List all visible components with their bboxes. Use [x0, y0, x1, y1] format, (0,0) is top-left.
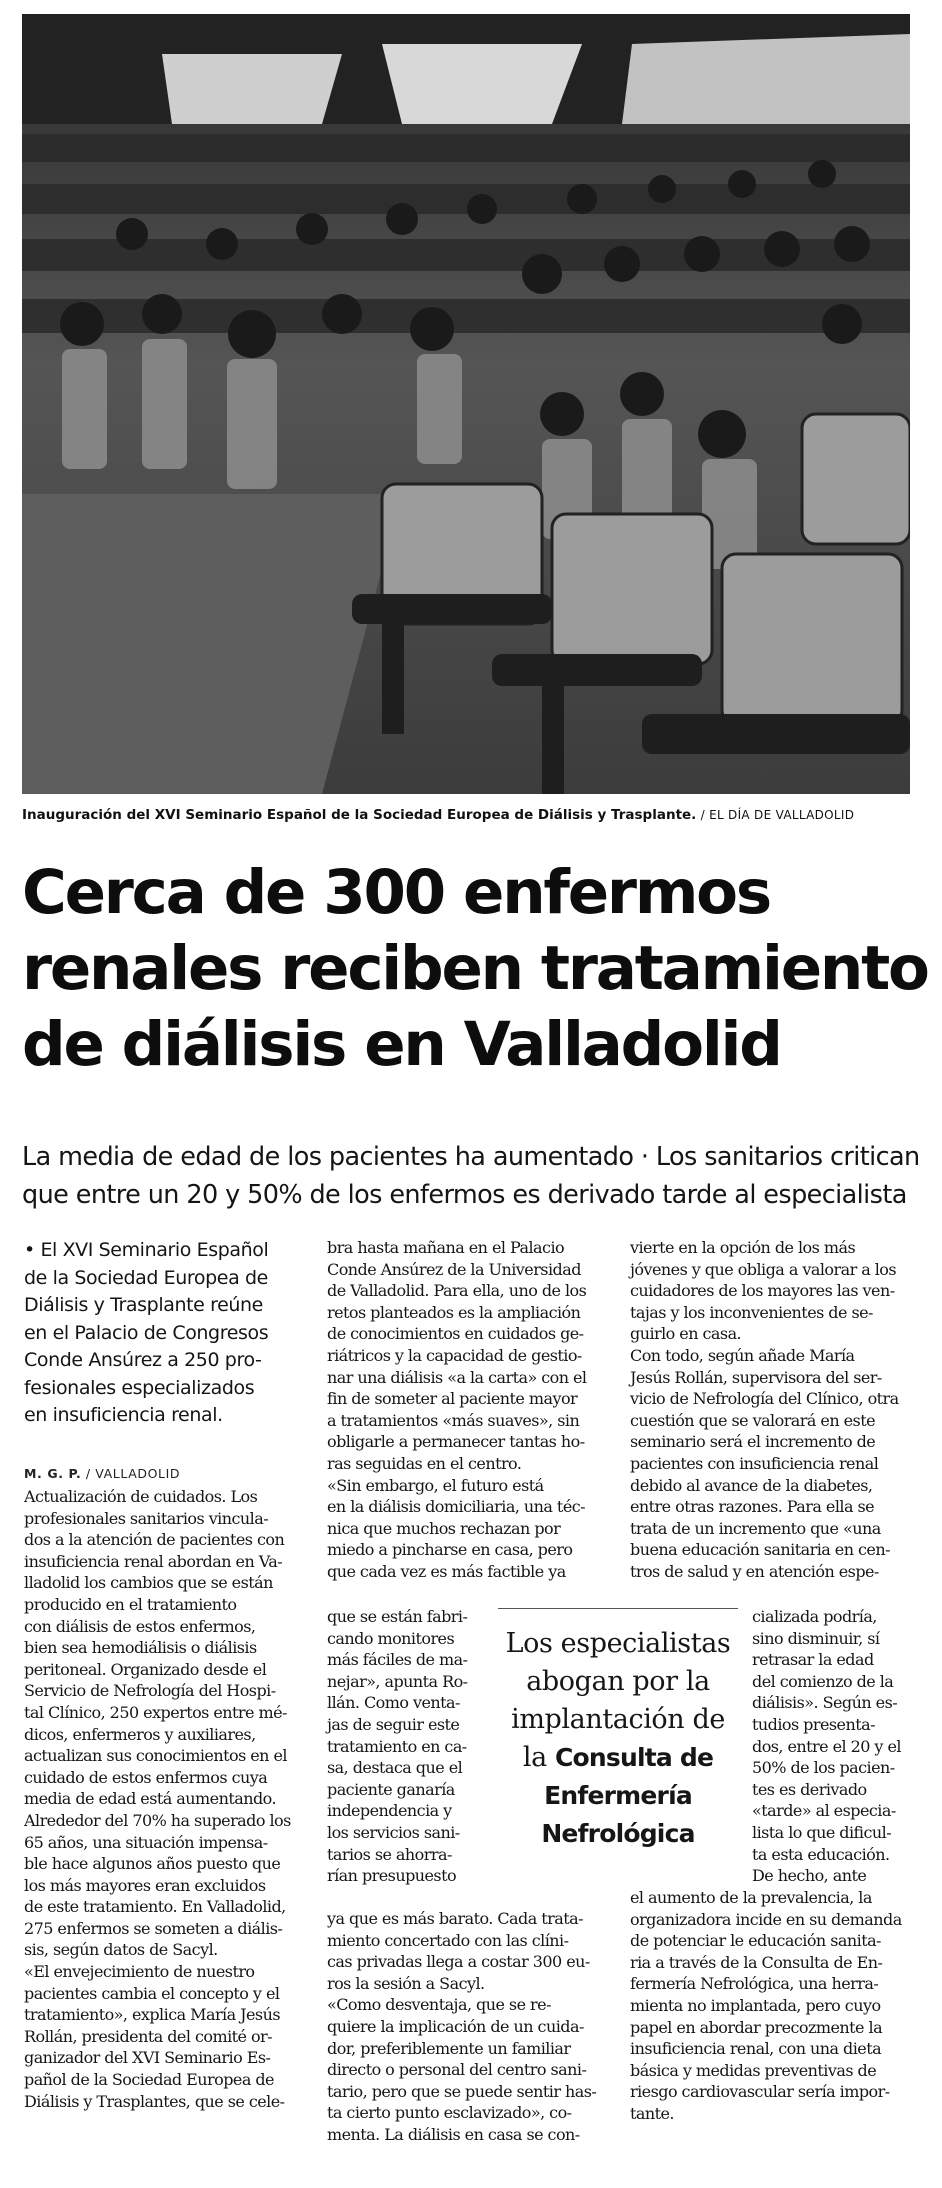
byline-place: / VALLADOLID	[85, 1466, 181, 1481]
text-line: tratamiento en ca-	[327, 1736, 467, 1756]
text-line: pacientes cambia el concepto y el	[24, 1983, 280, 2003]
text-line: ras seguidas en el centro.	[327, 1453, 522, 1473]
text-line: dicos, enfermeros y auxiliares,	[24, 1724, 256, 1744]
text-line: fin de someter al paciente mayor	[327, 1389, 578, 1409]
text-line: vicio de Nefrología del Clínico, otra	[630, 1389, 899, 1409]
summary-line: fesionales especializados	[24, 1376, 255, 1399]
text-line: debido al avance de la diabetes,	[630, 1475, 873, 1495]
text-line: «Sin embargo, el futuro está	[327, 1475, 544, 1495]
text-line: tarios se ahorra-	[327, 1844, 452, 1864]
text-line: insuficiencia renal abordan en Va-	[24, 1551, 283, 1571]
text-line: dos a la atención de pacientes con	[24, 1530, 285, 1550]
text-line: a tratamientos «más suaves», sin	[327, 1410, 580, 1430]
headline	[22, 855, 928, 1083]
summary-line: Conde Ansúrez a 250 pro-	[24, 1349, 262, 1371]
summary-line: • El XVI Seminario Español	[24, 1239, 269, 1261]
text-line: bien sea hemodiálisis o diálisis	[24, 1638, 257, 1658]
text-line: jas de seguir este	[327, 1714, 460, 1734]
body-column-3-bottom	[630, 1887, 922, 2125]
text-line: con diálisis de estos enfermos,	[24, 1616, 256, 1636]
text-line: pacientes con insuficiencia renal	[630, 1453, 879, 1473]
text-line: papel en abordar precozmente la	[630, 2017, 883, 2037]
pull-quote-bold: Consulta de	[554, 1743, 714, 1772]
body-column-2-bottom	[327, 1908, 619, 2146]
text-line: producido en el tratamiento	[24, 1594, 237, 1614]
text-line: ble hace algunos años puesto que	[24, 1854, 281, 1874]
text-line: de potenciar le educación sanita-	[630, 1931, 881, 1951]
text-line: tante.	[630, 2103, 674, 2123]
text-line: sis, según datos de Sacyl.	[24, 1940, 218, 1960]
text-line: el aumento de la prevalencia, la	[630, 1888, 872, 1907]
photo-credit: / EL DÍA DE VALLADOLID	[700, 808, 855, 822]
text-line: obligarle a permanecer tantas ho-	[327, 1432, 585, 1452]
text-line: insuficiencia renal, con una dieta	[630, 2039, 882, 2059]
text-line: «tarde» al especia-	[752, 1801, 896, 1821]
text-line: fermería Nefrológica, una herra-	[630, 1974, 879, 1994]
body-column-3	[630, 1237, 922, 1583]
body-column-2-narrow	[327, 1606, 497, 1887]
text-line: ganizador del XVI Seminario Es-	[24, 2048, 271, 2068]
text-line: cas privadas llega a costar 300 eu-	[327, 1952, 590, 1972]
subtitle-line: La media de edad de los pacientes ha aumentado · Los sanitarios critican	[22, 1142, 920, 1172]
text-line: riesgo cardiovascular sería impor-	[630, 2082, 890, 2102]
pull-quote-line-mixed	[498, 1739, 738, 1777]
text-line: tal Clínico, 250 expertos entre mé-	[24, 1702, 287, 1722]
text-line: 65 años, una situación impensa-	[24, 1832, 268, 1852]
text-line: Servicio de Nefrología del Hospi-	[24, 1681, 276, 1701]
text-line: que cada vez es más factible ya	[327, 1561, 566, 1581]
body-column-2	[327, 1237, 619, 1583]
text-line: sino disminuir, sí	[752, 1628, 880, 1648]
text-line: ta cierto punto esclavizado», co-	[327, 2103, 572, 2123]
text-line: jóvenes y que obliga a valorar a los	[630, 1259, 897, 1279]
pull-quote-bold: Nefrológica	[541, 1819, 695, 1848]
text-line: retos planteados es la ampliación	[327, 1302, 581, 1322]
text-line: ros la sesión a Sacyl.	[327, 1973, 485, 1993]
text-line: bra hasta mañana en el Palacio	[327, 1238, 565, 1257]
body-column-3-narrow	[752, 1606, 922, 1887]
text-line: seminario será el incremento de	[630, 1432, 876, 1452]
text-line: 50% de los pacien-	[752, 1758, 895, 1778]
text-line: buena educación sanitaria en cen-	[630, 1540, 890, 1560]
text-line: riátricos y la capacidad de gestio-	[327, 1345, 582, 1365]
text-line: diálisis». Según es-	[752, 1693, 898, 1713]
text-line: mienta no implantada, pero cuyo	[630, 1995, 881, 2015]
text-line: peritoneal. Organizado desde el	[24, 1659, 267, 1679]
text-line: Diálisis y Trasplantes, que se cele-	[24, 2091, 285, 2111]
text-line: nar una diálisis «a la carta» con el	[327, 1367, 587, 1387]
headline-line: renales reciben tratamiento	[22, 933, 928, 1004]
photo-caption	[22, 807, 922, 823]
text-line: 275 enfermos se someten a diális-	[24, 1918, 283, 1938]
text-line: de conocimientos en cuidados ge-	[327, 1324, 584, 1344]
text-line: Alrededor del 70% ha superado los	[24, 1810, 291, 1830]
text-line: trata de un incremento que «una	[630, 1518, 881, 1538]
text-line: tudios presenta-	[752, 1714, 875, 1734]
text-line: Jesús Rollán, supervisora del ser-	[630, 1367, 882, 1387]
text-line: dos, entre el 20 y el	[752, 1736, 901, 1756]
text-line: más fáciles de ma-	[327, 1650, 468, 1670]
text-line: cuidadores de los mayores las ven-	[630, 1281, 895, 1301]
text-line: retrasar la edad	[752, 1650, 874, 1670]
subtitle-line: que entre un 20 y 50% de los enfermos es derivado tarde al especialista	[22, 1180, 907, 1210]
summary-line: Diálisis y Trasplante reúne	[24, 1294, 263, 1316]
pull-quote-line: Los especialistas	[505, 1628, 731, 1659]
text-line: tros de salud y en atención espe-	[630, 1561, 879, 1581]
text-line: Rollán, presidenta del comité or-	[24, 2026, 273, 2046]
text-line: llán. Como venta-	[327, 1693, 460, 1713]
auditorium-photo	[22, 14, 910, 794]
caption-text: Inauguración del XVI Seminario Español de la Sociedad Europea de Diálisis y Trasplante.	[22, 807, 697, 823]
text-line: entre otras razones. Para ella se	[630, 1497, 875, 1517]
text-line: cando monitores	[327, 1628, 455, 1648]
text-line: nejar», apunta Ro-	[327, 1671, 468, 1691]
text-line: pañol de la Sociedad Europea de	[24, 2070, 274, 2090]
text-line: vierte en la opción de los más	[630, 1238, 856, 1257]
text-line: tario, pero que se puede sentir has-	[327, 2081, 597, 2101]
headline-line: de diálisis en Valladolid	[22, 1009, 781, 1080]
subtitle	[22, 1138, 922, 1214]
text-line: sa, destaca que el	[327, 1758, 463, 1778]
text-line: Actualización de cuidados. Los	[24, 1487, 258, 1506]
text-line: del comienzo de la	[752, 1671, 894, 1691]
byline	[24, 1466, 324, 1481]
text-line: ta esta educación.	[752, 1844, 890, 1864]
text-line: básica y medidas preventivas de	[630, 2060, 877, 2080]
article-photo	[22, 14, 910, 794]
summary-lead	[24, 1237, 324, 1430]
text-line: nica que muchos rechazan por	[327, 1518, 561, 1538]
summary-line: en insuficiencia renal.	[24, 1404, 223, 1426]
text-line: menta. La diálisis en casa se con-	[327, 2124, 580, 2144]
text-line: lista lo que dificul-	[752, 1822, 892, 1842]
text-line: profesionales sanitarios vincula-	[24, 1508, 269, 1528]
pull-quote-bold: Enfermería	[544, 1781, 692, 1810]
text-line: quiere la implicación de un cuida-	[327, 2016, 584, 2036]
pull-quote-line: abogan por la	[526, 1666, 710, 1697]
text-line: De hecho, ante	[752, 1866, 867, 1886]
text-line: independencia y	[327, 1801, 452, 1821]
text-line: de este tratamiento. En Valladolid,	[24, 1897, 286, 1917]
text-line: miedo a pincharse en casa, pero	[327, 1540, 573, 1560]
text-line: guirlo en casa.	[630, 1324, 742, 1344]
text-line: Conde Ansúrez de la Universidad	[327, 1259, 581, 1279]
text-line: tratamiento», explica María Jesús	[24, 2005, 280, 2025]
text-line: ria a través de la Consulta de En-	[630, 1952, 883, 1972]
text-line: actualizan sus conocimientos en el	[24, 1746, 287, 1766]
text-line: tes es derivado	[752, 1779, 867, 1799]
text-line: tajas y los inconvenientes de se-	[630, 1302, 873, 1322]
body-column-1	[24, 1486, 324, 2112]
pull-quote-line: implantación de	[511, 1704, 725, 1735]
text-line: organizadora incide en su demanda	[630, 1909, 902, 1929]
pull-quote-la: la	[522, 1742, 547, 1773]
text-line: media de edad está aumentando.	[24, 1789, 276, 1809]
text-line: cializada podría,	[752, 1607, 877, 1626]
text-line: dor, preferiblemente un familiar	[327, 2038, 571, 2058]
text-line: los más mayores eran excluidos	[24, 1875, 266, 1895]
text-line: «Como desventaja, que se re-	[327, 1995, 551, 2015]
pull-quote	[498, 1608, 738, 1853]
text-line: directo o personal del centro sani-	[327, 2060, 587, 2080]
text-line: Con todo, según añade María	[630, 1345, 855, 1365]
text-line: que se están fabri-	[327, 1607, 468, 1626]
headline-line: Cerca de 300 enfermos	[22, 857, 770, 928]
text-line: rían presupuesto	[327, 1866, 457, 1886]
summary-line: de la Sociedad Europea de	[24, 1266, 268, 1289]
text-line: paciente ganaría	[327, 1779, 455, 1799]
text-line: cuestión que se valorará en este	[630, 1410, 876, 1430]
text-line: miento concertado con las clíni-	[327, 1930, 569, 1950]
text-line: «El envejecimiento de nuestro	[24, 1962, 255, 1982]
summary-line: en el Palacio de Congresos	[24, 1321, 269, 1344]
text-line: los servicios sani-	[327, 1822, 460, 1842]
text-line: en la diálisis domiciliaria, una téc-	[327, 1497, 586, 1517]
byline-author: M. G. P.	[24, 1466, 82, 1481]
text-line: cuidado de estos enfermos cuya	[24, 1767, 268, 1787]
text-line: ya que es más barato. Cada trata-	[327, 1909, 583, 1928]
text-line: lladolid los cambios que se están	[24, 1573, 273, 1593]
text-line: de Valladolid. Para ella, uno de los	[327, 1281, 587, 1301]
